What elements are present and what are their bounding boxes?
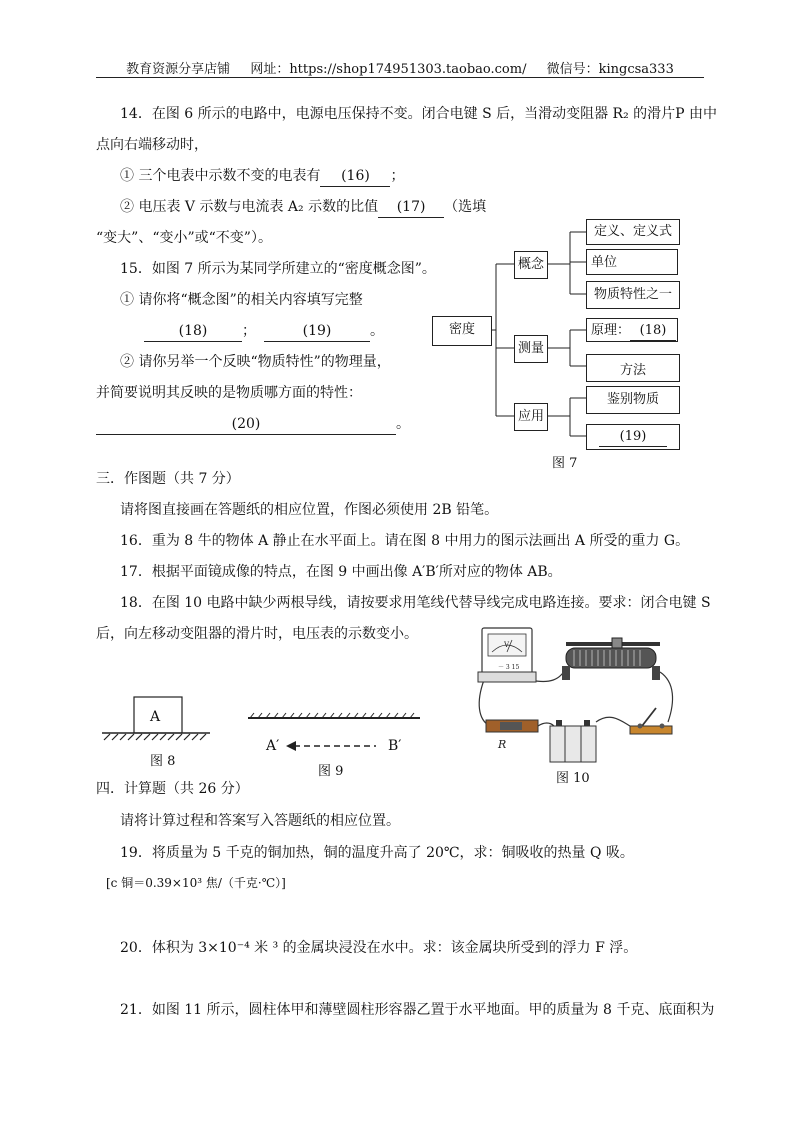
fig7-identify: 鉴别物质 xyxy=(586,386,680,414)
q14-line2: 点向右端移动时， xyxy=(96,137,208,153)
q14-sub2 xyxy=(120,197,486,218)
fig9-a-prime: A′ xyxy=(266,738,280,754)
q16: 16．重为 8 牛的物体 A 静止在水平面上。请在图 8 中用力的图示法画出 A 所受的重力 G。 xyxy=(120,533,690,549)
q15-answer-line xyxy=(96,414,410,435)
q14-sub1-text: ① 三个电表中示数不变的电表有 xyxy=(120,168,321,184)
fig7-unit: 单位 xyxy=(586,249,678,275)
fig7-concept: 概念 xyxy=(514,251,548,279)
blank-20[interactable]: (20) xyxy=(96,414,396,435)
q15-sub2: ② 请你另举一个反映“物质特性”的物理量， xyxy=(120,354,391,370)
fig7-blank-19[interactable]: (19) xyxy=(599,428,667,447)
fig7-blank-19-box xyxy=(586,424,680,450)
fig10-drawing xyxy=(470,622,700,767)
fig7-method: 方法 xyxy=(586,354,680,382)
voltmeter-icon xyxy=(478,628,536,682)
fig10-caption: 图 10 xyxy=(556,771,590,786)
fig7-blank-18[interactable]: (18) xyxy=(630,322,676,341)
q14-sub2-end: （选填 xyxy=(444,199,487,215)
battery-icon xyxy=(550,720,596,762)
resistor-icon xyxy=(486,720,538,732)
blank-17[interactable]: (17) xyxy=(378,197,444,218)
q15-blanks xyxy=(144,321,384,342)
blank-18[interactable]: (18) xyxy=(144,321,242,342)
voltmeter-scale: － 3 15 xyxy=(498,664,520,671)
q15-sub2-line2: 并简要说明其反映的是物质哪方面的特性： xyxy=(96,385,362,401)
fig9-b-prime: B′ xyxy=(388,738,402,754)
q20: 20．体积为 3×10⁻⁴ 米 ³ 的金属块浸没在水中。求：该金属块所受到的浮力 F 浮。 xyxy=(120,940,638,956)
q15-sep: ； xyxy=(242,323,256,339)
header-site[interactable]: 网址：https://shop174951303.taobao.com/ xyxy=(250,62,527,77)
q14-sub2-line2: “变大”、“变小”或“不变”）。 xyxy=(96,230,272,246)
fig7-principle-label: 原理： xyxy=(591,323,631,338)
q15-end2: 。 xyxy=(396,416,410,432)
voltmeter-symbol: V xyxy=(504,641,510,649)
switch-icon xyxy=(630,708,672,734)
blank-19[interactable]: (19) xyxy=(264,321,370,342)
q15-line1: 15．如图 7 所示为某同学所建立的“密度概念图”。 xyxy=(120,261,436,277)
sec3-title: 三．作图题（共 7 分） xyxy=(96,471,240,487)
rheostat-icon xyxy=(562,638,660,680)
fig7-definition: 定义、定义式 xyxy=(586,219,680,245)
fig8-caption: 图 8 xyxy=(150,754,176,769)
fig7-principle xyxy=(586,318,678,342)
q18-line1: 18．在图 10 电路中缺少两根导线，请按要求用笔线代替导线完成电路连接。要求：闭合电键 S xyxy=(120,595,711,611)
header-shop: 教育资源分享店铺 xyxy=(126,62,231,77)
q19-constant: [c 铜＝0.39×10³ 焦/（千克·℃）] xyxy=(106,876,286,890)
q14-line1: 14．在图 6 所示的电路中，电源电压保持不变。闭合电键 S 后，当滑动变阻器 R₂ 的滑片P 由中 xyxy=(120,106,718,122)
sec4-note: 请将计算过程和答案写入答题纸的相应位置。 xyxy=(120,813,400,829)
fig7-root: 密度 xyxy=(432,316,492,346)
fig7-caption: 图 7 xyxy=(552,456,578,471)
sec3-note: 请将图直接画在答题纸的相应位置，作图必须使用 2B 铅笔。 xyxy=(120,502,499,518)
page-header xyxy=(0,58,800,77)
q14-sub1-end: ； xyxy=(390,168,405,184)
q14-sub2-text: ② 电压表 V 示数与电流表 A₂ 示数的比值 xyxy=(120,199,379,215)
sec4-title: 四．计算题（共 26 分） xyxy=(96,781,249,797)
q14-sub1 xyxy=(120,166,404,187)
fig9-caption: 图 9 xyxy=(318,764,344,779)
fig7-measure: 测量 xyxy=(514,335,548,363)
q15-end: 。 xyxy=(370,323,384,339)
q18-line2: 后，向左移动变阻器的滑片时，电压表的示数变小。 xyxy=(96,626,418,642)
q17: 17．根据平面镜成像的特点，在图 9 中画出像 A′B′所对应的物体 AB。 xyxy=(120,564,562,580)
q21: 21．如图 11 所示，圆柱体甲和薄壁圆柱形容器乙置于水平地面。甲的质量为 8 千克、底面积为 xyxy=(120,1002,715,1018)
fig8-block-label: A xyxy=(150,709,161,725)
header-wechat: 微信号：kingcsa333 xyxy=(546,62,674,77)
fig7-property: 物质特性之一 xyxy=(586,281,680,309)
blank-16[interactable]: (16) xyxy=(320,166,390,187)
q19: 19．将质量为 5 千克的铜加热，铜的温度升高了 20℃，求：铜吸收的热量 Q 吸。 xyxy=(120,845,634,861)
header-rule xyxy=(96,77,704,78)
fig7-apply: 应用 xyxy=(514,403,548,431)
resistor-label: R xyxy=(498,738,507,751)
q15-sub1: ① 请你将“概念图”的相关内容填写完整 xyxy=(120,292,363,308)
